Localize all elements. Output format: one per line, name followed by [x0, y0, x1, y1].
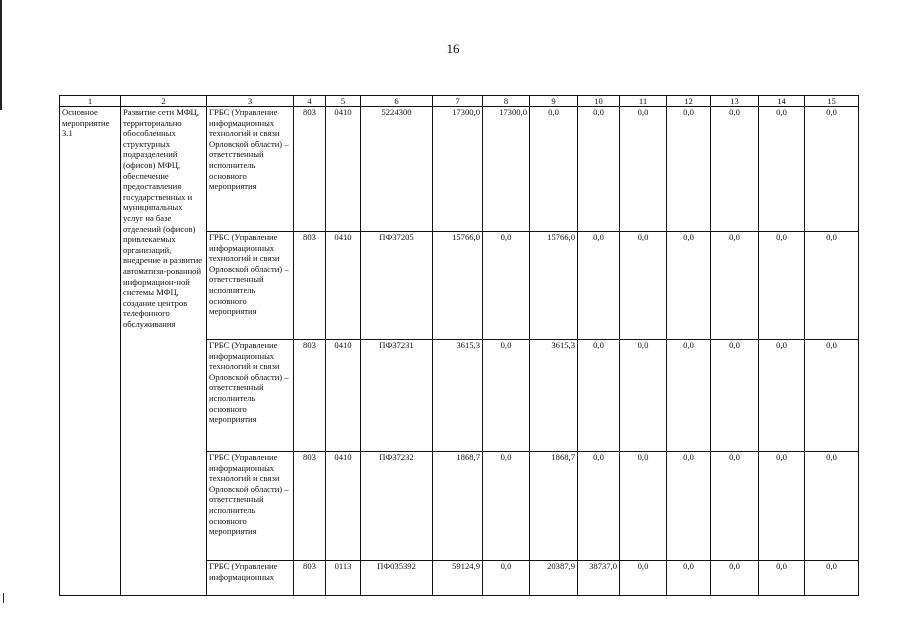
section-code-cell: 0113: [326, 561, 361, 596]
grbs-code-cell: 803: [294, 107, 326, 232]
column-number: 15: [805, 96, 859, 107]
page-number: 16: [446, 41, 460, 56]
column-number: 14: [759, 96, 805, 107]
value-cell: 3615,3: [433, 340, 483, 452]
value-cell: 0,0: [667, 561, 711, 596]
section-code-cell: 0410: [326, 340, 361, 452]
scan-edge-mark: [3, 593, 4, 603]
value-cell: 0,0: [805, 340, 859, 452]
value-cell: 20387,9: [530, 561, 578, 596]
value-cell: 0,0: [578, 452, 620, 561]
value-cell: 38737,0: [578, 561, 620, 596]
value-cell: 0,0: [759, 561, 805, 596]
column-number: 1: [60, 96, 121, 107]
column-number: 3: [207, 96, 294, 107]
column-number: 8: [483, 96, 530, 107]
activity-description-cell: Развитие сети МФЦ, территориально обособленных структурных подразделений (офисов) МФЦ, обеспечение предоставления государственных и муниципальных услуг на базе отделений (офисов) привлекаемых организаций, внедрение и развитие автоматизи-рованной информацион-ной системы МФЦ, создание центров телефонного обслуживания: [121, 107, 207, 596]
value-cell: 0,0: [483, 232, 530, 340]
value-cell: 0,0: [805, 561, 859, 596]
target-article-cell: 5224300: [361, 107, 433, 232]
target-article-cell: ПФ37231: [361, 340, 433, 452]
value-cell: 0,0: [759, 107, 805, 232]
value-cell: 0,0: [711, 107, 759, 232]
column-number: 13: [711, 96, 759, 107]
value-cell: 0,0: [805, 107, 859, 232]
value-cell: 17300,0: [433, 107, 483, 232]
value-cell: 0,0: [759, 340, 805, 452]
value-cell: 15766,0: [530, 232, 578, 340]
value-cell: 1868,7: [530, 452, 578, 561]
program-table: [59, 95, 859, 596]
value-cell: 0,0: [711, 232, 759, 340]
grbs-code-cell: 803: [294, 340, 326, 452]
column-number-row: [60, 96, 859, 107]
section-code-cell: 0410: [326, 232, 361, 340]
value-cell: 0,0: [530, 107, 578, 232]
grbs-cell: ГРБС (Управление информационных технологий и связи Орловской области) – ответственный исполнитель основного мероприятия: [207, 232, 294, 340]
value-cell: 0,0: [483, 452, 530, 561]
value-cell: 0,0: [620, 452, 667, 561]
value-cell: 0,0: [620, 232, 667, 340]
value-cell: 0,0: [805, 452, 859, 561]
value-cell: 0,0: [759, 232, 805, 340]
column-number: 7: [433, 96, 483, 107]
value-cell: 0,0: [620, 107, 667, 232]
value-cell: 0,0: [667, 107, 711, 232]
grbs-cell: [207, 561, 294, 596]
column-number: 10: [578, 96, 620, 107]
column-number: 4: [294, 96, 326, 107]
value-cell: 0,0: [759, 452, 805, 561]
value-cell: 0,0: [667, 340, 711, 452]
column-number: 9: [530, 96, 578, 107]
value-cell: 0,0: [711, 340, 759, 452]
value-cell: 17300,0: [483, 107, 530, 232]
value-cell: 0,0: [805, 232, 859, 340]
grbs-code-cell: 803: [294, 561, 326, 596]
value-cell: 15766,0: [433, 232, 483, 340]
value-cell: 59124,9: [433, 561, 483, 596]
value-cell: 0,0: [667, 452, 711, 561]
activity-label-cell: Основное мероприятие 3.1: [60, 107, 121, 596]
value-cell: 0,0: [578, 340, 620, 452]
value-cell: 0,0: [620, 340, 667, 452]
grbs-text: ГРБС (Управление информационных: [209, 561, 278, 582]
grbs-cell: ГРБС (Управление информационных технологий и связи Орловской области) – ответственный исполнитель основного мероприятия: [207, 107, 294, 232]
value-cell: 0,0: [483, 340, 530, 452]
scan-edge-line: [0, 0, 2, 110]
target-article-cell: ПФ37205: [361, 232, 433, 340]
target-article-cell: ПФ035392: [361, 561, 433, 596]
column-number: 2: [121, 96, 207, 107]
value-cell: 0,0: [483, 561, 530, 596]
value-cell: 3615,3: [530, 340, 578, 452]
section-code-cell: 0410: [326, 452, 361, 561]
grbs-code-cell: 803: [294, 452, 326, 561]
value-cell: 0,0: [667, 232, 711, 340]
section-code-cell: 0410: [326, 107, 361, 232]
column-number: 12: [667, 96, 711, 107]
table-row: [60, 107, 859, 232]
grbs-cell: ГРБС (Управление информационных технологий и связи Орловской области) – ответственный исполнитель основного мероприятия: [207, 452, 294, 561]
grbs-cell: ГРБС (Управление информационных технологий и связи Орловской области) – ответственный исполнитель основного мероприятия: [207, 340, 294, 452]
value-cell: 0,0: [711, 561, 759, 596]
column-number: 11: [620, 96, 667, 107]
value-cell: 0,0: [578, 232, 620, 340]
column-number: 6: [361, 96, 433, 107]
value-cell: 0,0: [620, 561, 667, 596]
value-cell: 0,0: [711, 452, 759, 561]
grbs-code-cell: 803: [294, 232, 326, 340]
value-cell: 1868,7: [433, 452, 483, 561]
value-cell: 0,0: [578, 107, 620, 232]
column-number: 5: [326, 96, 361, 107]
target-article-cell: ПФ37232: [361, 452, 433, 561]
